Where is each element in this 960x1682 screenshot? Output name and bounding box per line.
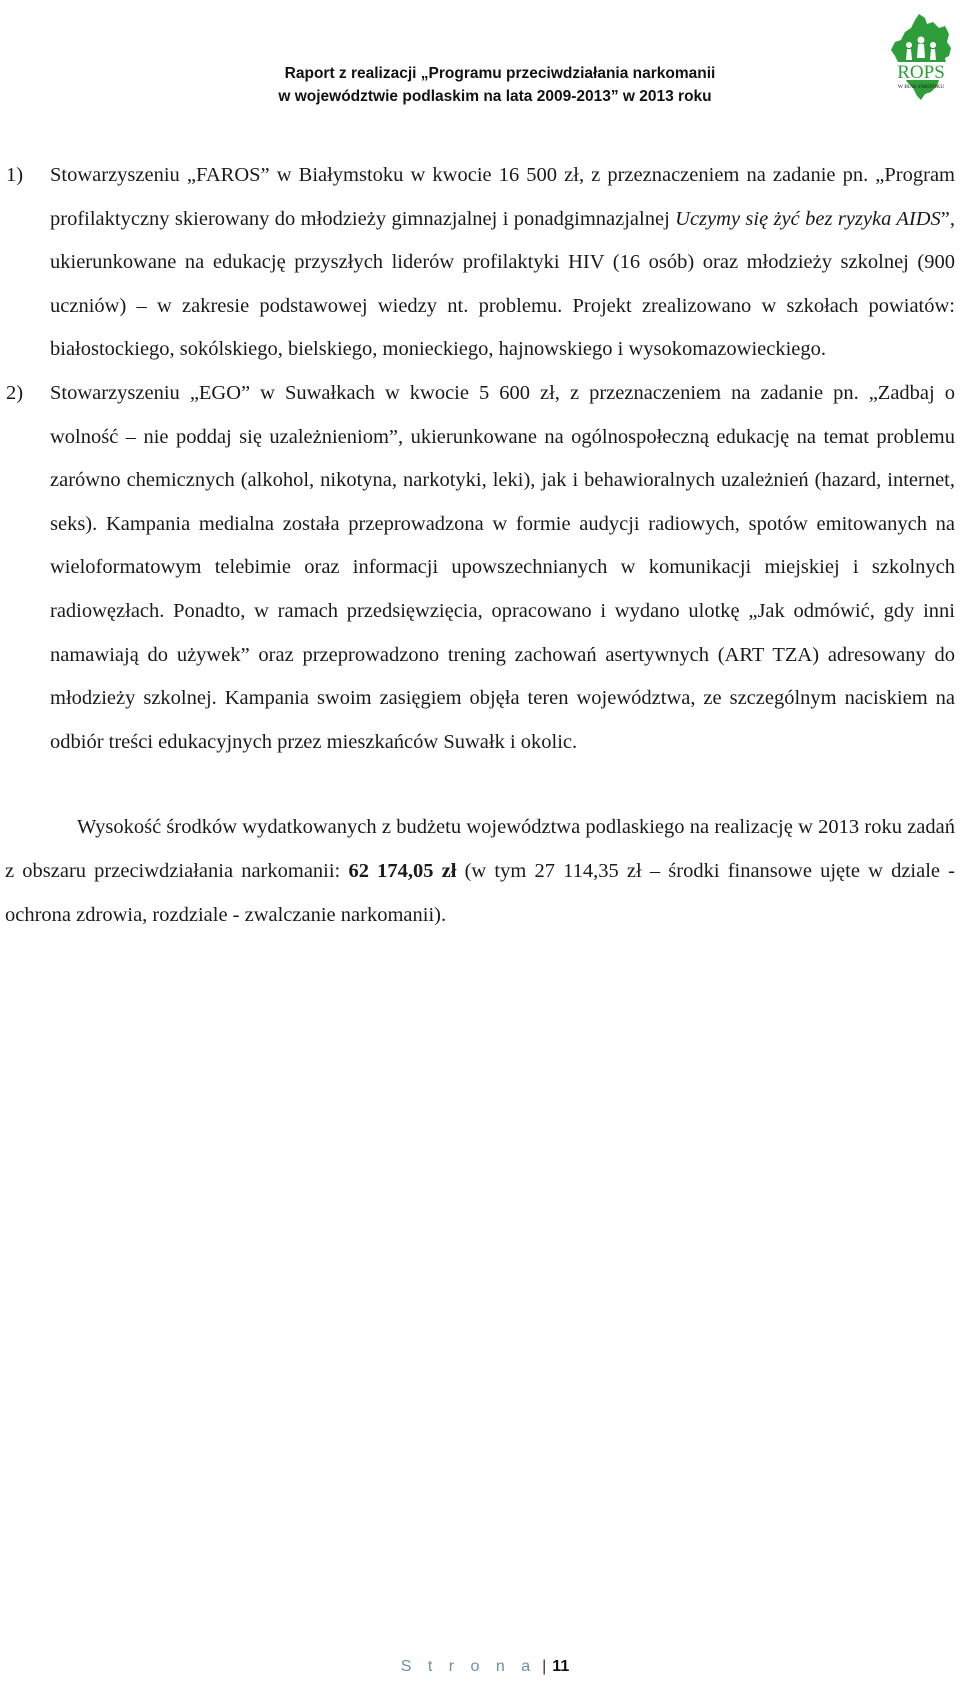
header-title-line-2: w województwie podlaskim na lata 2009-2013” w 2013 roku <box>278 88 712 105</box>
footer-page-label: S t r o n a <box>400 1658 537 1675</box>
list-item-2 <box>0 372 955 764</box>
summary-paragraph <box>0 806 955 937</box>
list-item-text-part-2: ”, ukierunkowane na edukację przyszłych liderów profilaktyki HIV (16 osób) oraz młodzieży szkolnej (900 uczniów) – w zakresie podstawowej wiedzy nt. problemu. Projekt zrealizowano w szkołach powiatów: białostockiego, sokólskiego, bielskiego, monieckiego, hajnowskiego i wysokomazowieckiego. <box>50 207 955 361</box>
logo-subtext: W BIAŁYMSTOKU <box>897 84 945 90</box>
rops-logo <box>887 12 955 102</box>
list-item-text-part-1: Stowarzyszeniu „FAROS” w Białymstoku w kwocie 16 500 zł, z przeznaczeniem na zadanie pn. „Program profilaktyczny skierowany do młodzieży gimnazjalnej i ponadgimnazjalnej <box>50 164 955 230</box>
header-title-line-1: Raport z realizacji „Programu przeciwdziałania narkomanii <box>284 65 716 82</box>
footer-page-number: 11 <box>552 1658 570 1675</box>
list-item-body <box>50 154 955 372</box>
main-content <box>0 154 955 958</box>
summary-amount: 62 174,05 zł <box>348 859 457 882</box>
rops-logo-graphic <box>887 12 955 102</box>
summary-text-part-2: (w tym 27 114,35 zł – środki finansowe ujęte w dziale - ochrona zdrowia, rozdziale - zwalczanie narkomanii). <box>5 859 956 926</box>
document-header <box>0 62 960 108</box>
list-item-number: 2) <box>6 381 24 404</box>
summary-text-part-1: Wysokość środków wydatkowanych z budżetu województwa podlaskiego na realizację w 2013 roku zadań z obszaru przeciwdziałania narkomanii: <box>5 816 955 882</box>
logo-rops-text: ROPS <box>897 62 945 83</box>
list-item-number: 1) <box>6 164 24 186</box>
footer-separator: | <box>542 1658 547 1675</box>
page-footer <box>0 1658 960 1676</box>
program-title-italic: Uczymy się żyć bez ryzyka AIDS <box>675 207 941 230</box>
list-item-body: Stowarzyszeniu „EGO” w Suwałkach w kwocie 5 600 zł, z przeznaczeniem na zadanie pn. „Zadbaj o wolność – nie poddaj się uzależnieniom”, ukierunkowane na ogólnospołeczną edukację na temat problemu zarówno chemicznych (alkohol, nikotyna, narkotyki, leki), jak i behawioralnych uzależnień (hazard, internet, seks). Kampania medialna została przeprowadzona w formie audycji radiowych, spotów emitowanych na wieloformatowym telebimie oraz informacji upowszechnianych w komunikacji miejskiej i szkolnych radiowęzłach. Ponadto, w ramach przedsięwzięcia, opracowano i wydano ulotkę „Jak odmówić, gdy inni namawiają do używek” oraz przeprowadzono trening zachowań asertywnych (ART TZA) adresowany do młodzieży szkolnej. Kampania swoim zasięgiem objęła teren województwa, ze szczególnym naciskiem na odbiór treści edukacyjnych przez mieszkańców Suwałk i okolic. <box>50 381 955 753</box>
list-item-1 <box>0 154 955 372</box>
